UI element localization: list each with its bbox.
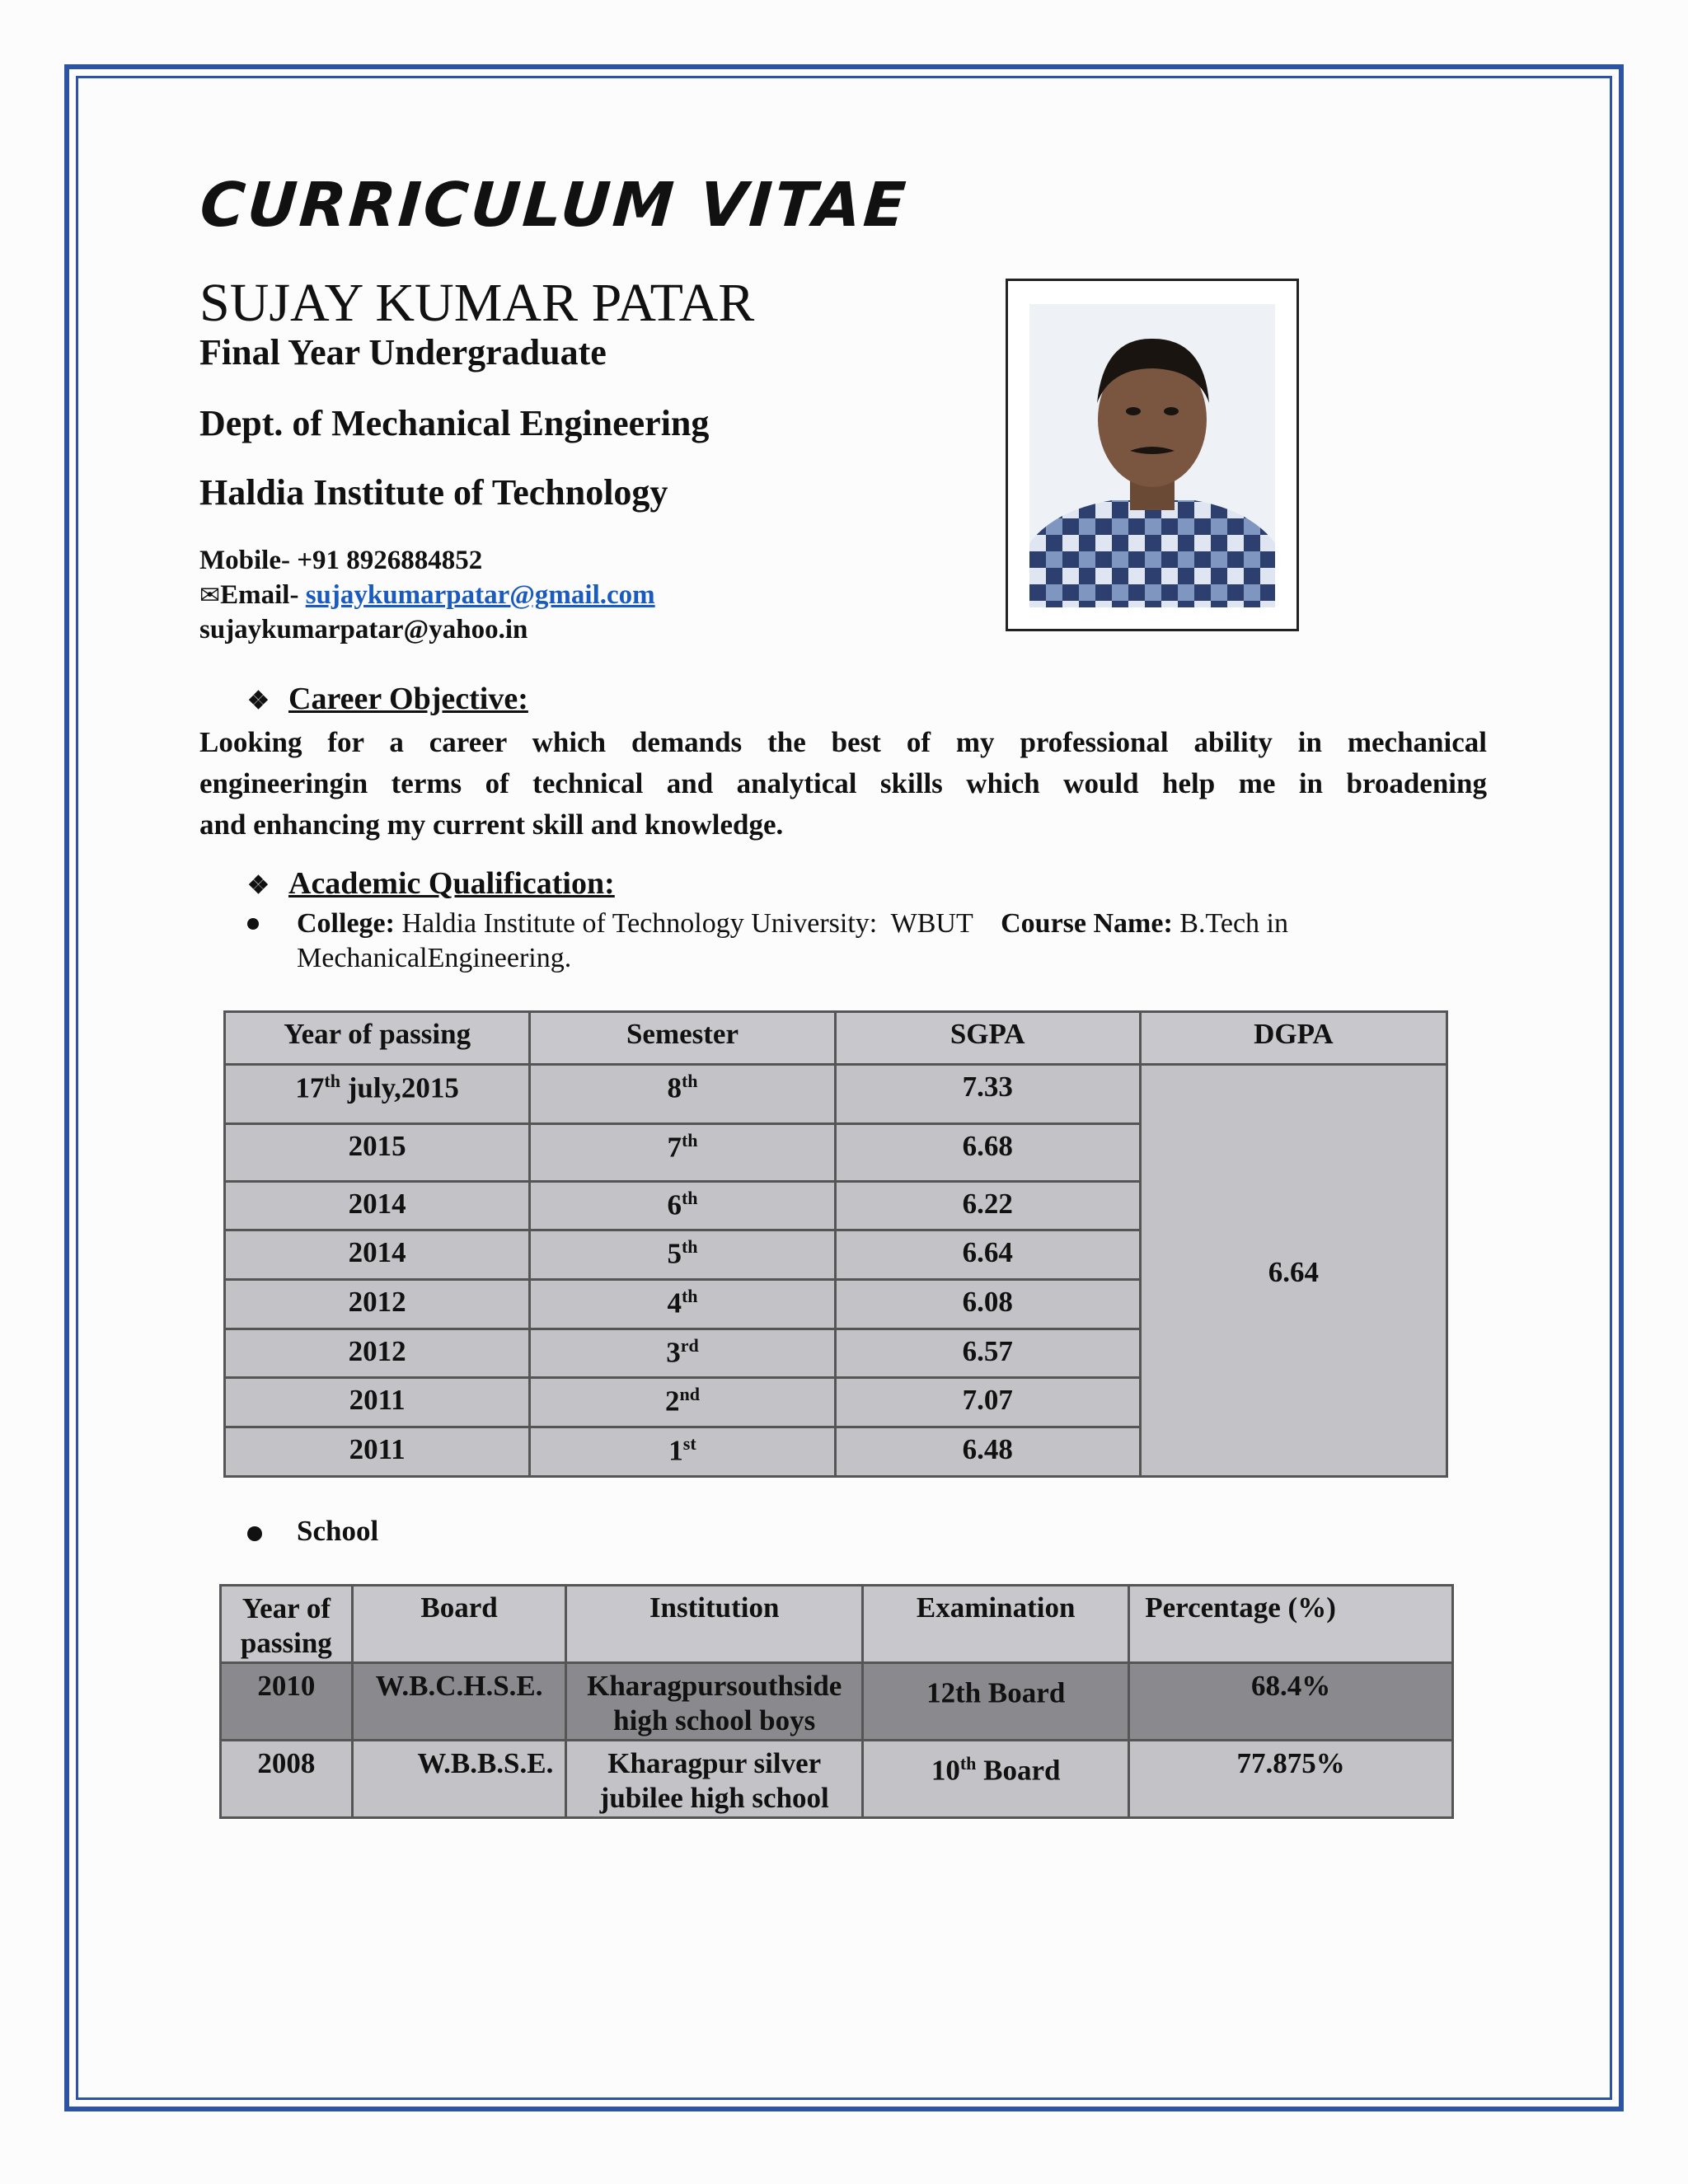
col-header-year: Year of passing xyxy=(225,1012,530,1065)
col-header-percentage: Percentage (%) xyxy=(1129,1586,1453,1663)
table-row: 2011 2nd 7.07 xyxy=(225,1378,1447,1427)
col-header-sgpa: SGPA xyxy=(835,1012,1140,1065)
department-line: Dept. of Mechanical Engineering xyxy=(199,403,710,443)
table-row: 2011 1st 6.48 xyxy=(225,1427,1447,1477)
table-header-row xyxy=(225,1012,1447,1065)
envelope-icon: ✉ xyxy=(199,581,221,610)
col-header-dgpa: DGPA xyxy=(1140,1012,1447,1065)
candidate-name: SUJAY KUMAR PATAR xyxy=(199,273,755,333)
college-details: College: Haldia Institute of Technology University: WBUT Course Name: B.Tech in MechanicalEngineering. xyxy=(297,908,1288,973)
university-results-table xyxy=(223,1010,1448,1478)
school-heading: School xyxy=(297,1515,379,1547)
col-header-board: Board xyxy=(352,1586,566,1663)
table-row: 17th july,2015 8th 7.33 6.64 xyxy=(225,1065,1447,1124)
table-row: 2010 W.B.C.H.S.E. Kharagpursouthside high school boys 12th Board 68.4% xyxy=(221,1663,1453,1741)
dgpa-value: 6.64 xyxy=(1140,1065,1447,1477)
table-row: 2012 3rd 6.57 xyxy=(225,1329,1447,1378)
col-header-year: Year of passing xyxy=(221,1586,353,1663)
col-header-semester: Semester xyxy=(530,1012,835,1065)
profile-photo-frame xyxy=(1006,279,1299,631)
academic-qualification-heading: ❖ Academic Qualification: xyxy=(247,866,615,901)
table-row: 2008 W.B.B.S.E. Kharagpur silver jubilee high school 10th Board 77.875% xyxy=(221,1741,1453,1818)
table-row: 2014 6th 6.22 xyxy=(225,1182,1447,1230)
bullet-icon xyxy=(247,1526,262,1541)
email-link[interactable]: sujaykumarpatar@gmail.com xyxy=(305,580,655,610)
email-label: Email- xyxy=(220,580,306,610)
profile-photo xyxy=(1029,304,1275,607)
diamond-bullet-icon: ❖ xyxy=(247,872,270,899)
school-results-table xyxy=(219,1584,1454,1819)
email-row xyxy=(199,580,655,611)
secondary-email: sujaykumarpatar@yahoo.in xyxy=(199,615,528,644)
col-header-institution: Institution xyxy=(566,1586,863,1663)
table-row: 2012 4th 6.08 xyxy=(225,1280,1447,1329)
status-line: Final Year Undergraduate xyxy=(199,332,607,373)
career-objective-text: Looking for a career which demands the best of my professional ability in mechanical engineeringin terms of technical and analytical skills which would help me in broadening and enhancing my current skill and knowledge. xyxy=(199,726,1487,841)
table-header-row xyxy=(221,1586,1453,1663)
document-title: CURRICULUM VITAE xyxy=(197,170,911,241)
institute-line: Haldia Institute of Technology xyxy=(199,472,668,513)
table-row: 2014 5th 6.64 xyxy=(225,1230,1447,1280)
table-row: 2015 7th 6.68 xyxy=(225,1124,1447,1182)
col-header-examination: Examination xyxy=(863,1586,1129,1663)
diamond-bullet-icon: ❖ xyxy=(247,687,270,715)
mobile-number: Mobile- +91 8926884852 xyxy=(199,546,483,575)
bullet-icon xyxy=(247,918,259,930)
career-objective-heading: ❖ Career Objective: xyxy=(247,682,528,716)
